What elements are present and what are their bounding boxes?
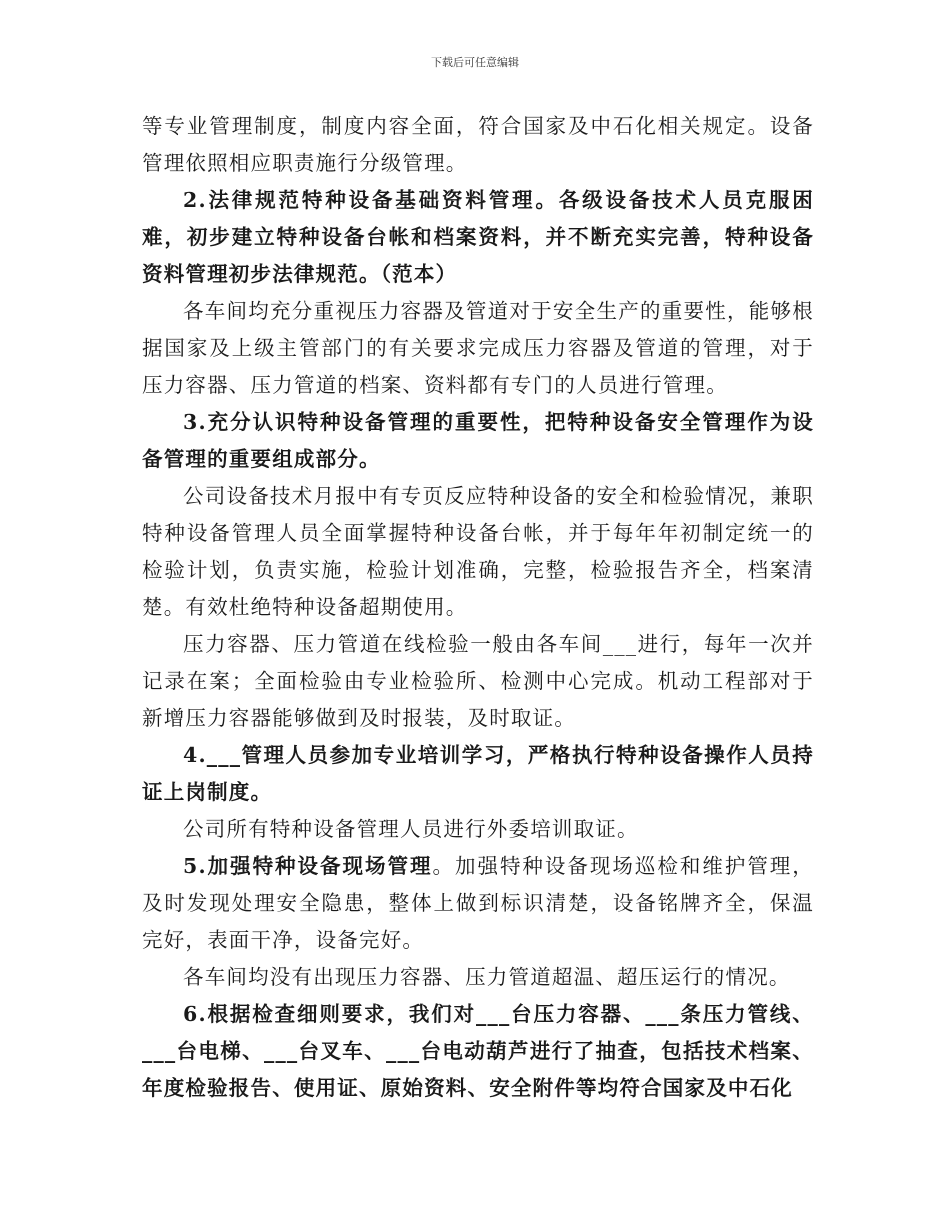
section-heading-2: 2.法律规范特种设备基础资料管理。各级设备技术人员克服困难，初步建立特种设备台帐和档案资料，并不断充实完善，特种设备资料管理初步法律规范。（范本）: [142, 188, 814, 286]
paragraph-continuation: 等专业管理制度，制度内容全面，符合国家及中石化相关规定。设备管理依照相应职责施行分级管理。: [142, 114, 814, 175]
section-5-paragraph: [142, 848, 814, 959]
body-paragraph: 压力容器、压力管道在线检验一般由各车间___进行，每年一次并记录在案；全面检验由专业检验所、检测中心完成。机动工程部对于新增压力容器能够做到及时报装，及时取证。: [142, 632, 814, 730]
body-paragraph: 公司所有特种设备管理人员进行外委培训取证。: [183, 817, 639, 841]
page-header: 下载后可任意编辑: [431, 56, 519, 69]
section-heading-4: 4.___管理人员参加专业培训学习，严格执行特种设备操作人员持证上岗制度。: [142, 743, 814, 804]
body-paragraph: 各车间均充分重视压力容器及管道对于安全生产的重要性，能够根据国家及上级主管部门的有关要求完成压力容器及管道的管理，对于压力容器、压力管道的档案、资料都有专门的人员进行管理。: [142, 299, 814, 397]
section-heading-5: 5.加强特种设备现场管理: [183, 854, 433, 878]
section-5-body: 。加强特种设备现场巡检和维护管理，及时发现处理安全隐患，整体上做到标识清楚，设备铭牌齐全，保温完好，表面干净，设备完好。: [142, 854, 814, 952]
document-body: [142, 108, 814, 1107]
section-heading-3: 3.充分认识特种设备管理的重要性，把特种设备安全管理作为设备管理的重要组成部分。: [142, 410, 814, 471]
body-paragraph: 各车间均没有出现压力容器、压力管道超温、超压运行的情况。: [183, 965, 791, 989]
section-heading-6: 6.根据检查细则要求，我们对___台压力容器、___条压力管线、___台电梯、___台叉车、___台电动葫芦进行了抽查，包括技术档案、年度检验报告、使用证、原始资料、安全附件等均符合国家及中石化: [142, 1002, 814, 1100]
body-paragraph: 公司设备技术月报中有专页反应特种设备的安全和检验情况，兼职特种设备管理人员全面掌握特种设备台帐，并于每年年初制定统一的检验计划，负责实施，检验计划准确，完整，检验报告齐全，档案清楚。有效杜绝特种设备超期使用。: [142, 484, 814, 619]
